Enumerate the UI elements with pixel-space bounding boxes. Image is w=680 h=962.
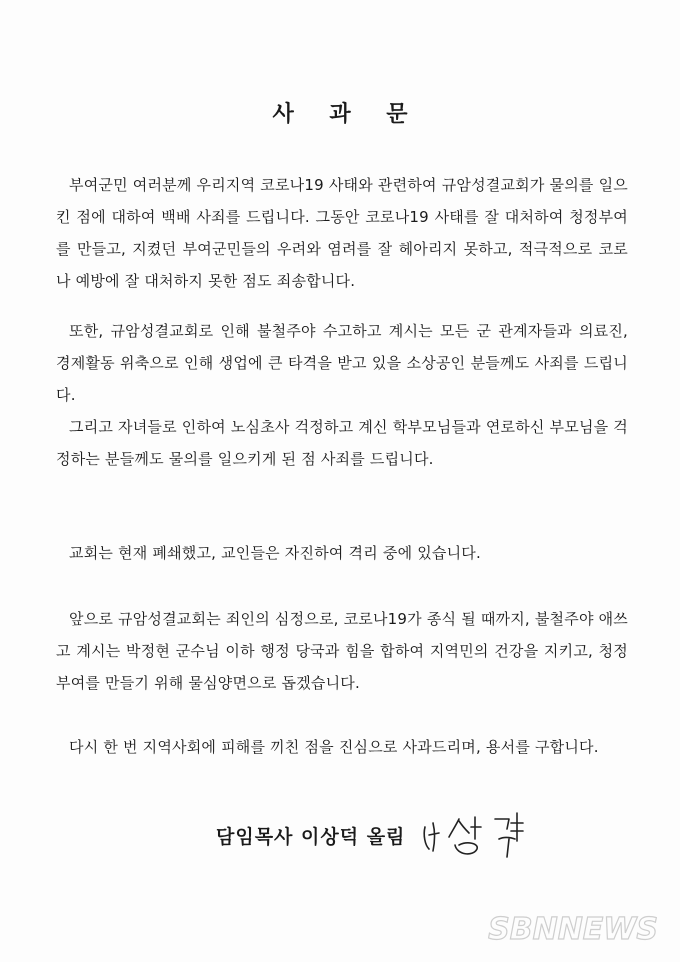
paragraph-text: 앞으로 규암성결교회는 죄인의 심정으로, 코로나19가 종식 될 때까지, 불철주야 애쓰고 계시는 박정현 군수님 이하 행정 당국과 힘을 합하여 지역민의 건강을 지키고, 청정부여를 만들기 위해 물심양면으로 돕겠습니다. xyxy=(56,610,628,692)
paragraph-2 xyxy=(56,315,628,411)
paragraph-text: 부여군민 여러분께 우리지역 코로나19 사태와 관련하여 규암성결교회가 물의를 일으킨 점에 대하여 백배 사죄를 드립니다. 그동안 코로나19 사태를 잘 대처하여 청정부여를 만들고, 지켰던 부여군민들의 우려와 염려를 잘 헤아리지 못하고, 적극적으로 코로나 예방에 잘 대처하지 못한 점도 죄송합니다. xyxy=(56,176,628,290)
paragraph-text: 그리고 자녀들로 인하여 노심초사 걱정하고 계신 학부모님들과 연로하신 부모님을 걱정하는 분들께도 물의를 일으키게 된 점 사죄를 드립니다. xyxy=(56,418,628,468)
paragraph-3 xyxy=(56,411,628,475)
handwritten-signature xyxy=(419,805,539,865)
paragraph-text: 교회는 현재 폐쇄했고, 교인들은 자진하여 격리 중에 있습니다. xyxy=(69,544,481,562)
paragraph-6 xyxy=(56,731,628,763)
signature-block xyxy=(216,810,539,860)
paragraph-1 xyxy=(56,169,628,297)
paragraph-text: 또한, 규암성결교회로 인해 불철주야 수고하고 계시는 모든 군 관계자들과 의료진, 경제활동 위축으로 인해 생업에 큰 타격을 받고 있을 소상공인 분들께도 사죄를 드립니다. xyxy=(56,322,628,404)
signer-name: 담임목사 이상덕 올림 xyxy=(216,825,406,848)
paragraph-text: 다시 한 번 지역사회에 피해를 끼친 점을 진심으로 사과드리며, 용서를 구합니다. xyxy=(69,738,599,756)
paragraph-5 xyxy=(56,603,628,699)
document-title: 사 과 문 xyxy=(272,101,422,127)
watermark-logo: SBNNEWS xyxy=(488,912,658,947)
paragraph-4 xyxy=(56,537,628,569)
